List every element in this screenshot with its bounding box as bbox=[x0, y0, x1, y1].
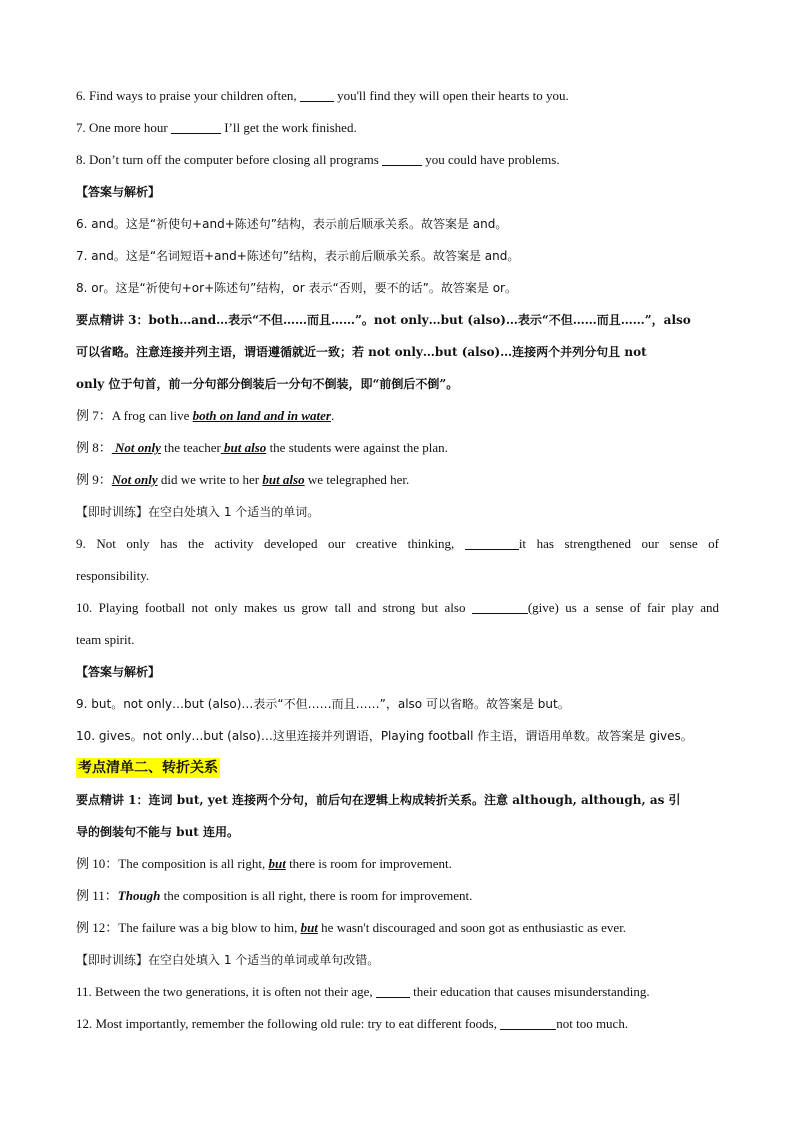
answer-7: 7. and。这是“名词短语+and+陈述句”结构，表示前后顺承关系。故答案是 and。 bbox=[76, 249, 520, 263]
answer-header: 【答案与解析】 bbox=[76, 185, 161, 199]
example-12: 例 12：The failure was a big blow to him, but he wasn't discouraged and soon got as enthusiastic as ever. bbox=[76, 920, 627, 935]
key-point-3-line-1: 要点精讲 3：both…and…表示“不但……而且……”。not only…but (also)…表示“不但……而且……”，also bbox=[76, 313, 691, 327]
question-6: 6. Find ways to praise your children often, you'll find they will open their hearts to you. bbox=[76, 88, 569, 103]
example-9: 例 9：Not only did we write to her but also we telegraphed her. bbox=[76, 472, 410, 487]
question-10-continued: team spirit. bbox=[76, 632, 135, 647]
answer-blank[interactable] bbox=[465, 537, 519, 550]
question-7: 7. One more hour I’ll get the work finished. bbox=[76, 120, 357, 135]
practice-header: 【即时训练】在空白处填入 1 个适当的单词。 bbox=[76, 505, 320, 519]
practice-header: 【即时训练】在空白处填入 1 个适当的单词或单句改错。 bbox=[76, 953, 380, 967]
example-11: 例 11：Though the composition is all right, there is room for improvement. bbox=[76, 888, 473, 903]
answer-blank[interactable] bbox=[382, 153, 422, 166]
key-point-1-line-1: 要点精讲 1：连词 but, yet 连接两个分句，前后句在逻辑上构成转折关系。注意 although, although, as 引 bbox=[76, 793, 681, 807]
answer-header: 【答案与解析】 bbox=[76, 665, 161, 679]
question-11: 11. Between the two generations, it is often not their age, their education that causes misunderstanding. bbox=[76, 984, 650, 999]
example-10: 例 10：The composition is all right, but there is room for improvement. bbox=[76, 856, 452, 871]
question-9: 9. Not only has the activity developed our creative thinking, it has strengthened our sense of bbox=[76, 536, 719, 551]
emphasis: but bbox=[300, 920, 318, 935]
example-7: 例 7：A frog can live both on land and in water. bbox=[76, 408, 335, 423]
emphasis: Not only bbox=[111, 440, 161, 455]
question-10: 10. Playing football not only makes us grow tall and strong but also (give) us a sense of fair play and bbox=[76, 600, 719, 615]
answer-6: 6. and。这是“祈使句+and+陈述句”结构，表示前后顺承关系。故答案是 and。 bbox=[76, 217, 508, 231]
answer-blank[interactable] bbox=[472, 601, 528, 614]
answer-blank[interactable] bbox=[500, 1017, 556, 1030]
key-point-1-line-2: 导的倒装句不能与 but 连用。 bbox=[76, 825, 240, 839]
question-8: 8. Don’t turn off the computer before closing all programs you could have problems. bbox=[76, 152, 560, 167]
answer-blank[interactable] bbox=[171, 121, 221, 134]
key-point-3-line-3: only 位于句首，前一分句部分倒装后一分句不倒装，即“前倒后不倒”。 bbox=[76, 377, 459, 391]
emphasis: both on land and in water bbox=[192, 408, 331, 423]
emphasis: but also bbox=[220, 440, 267, 455]
emphasis: Not only bbox=[111, 472, 158, 487]
key-point-3-line-2: 可以省略。注意连接并列主语，谓语遵循就近一致；若 not only…but (also)…连接两个并列分句且 not bbox=[76, 345, 647, 359]
emphasis: but bbox=[268, 856, 286, 871]
answer-10: 10. gives。not only…but (also)…这里连接并列谓语，Playing football 作主语，谓语用单数。故答案是 gives。 bbox=[76, 729, 693, 743]
emphasis: Though bbox=[117, 888, 161, 903]
answer-8: 8. or。这是“祈使句+or+陈述句”结构，or 表示“否则，要不的话”。故答案是 or。 bbox=[76, 281, 517, 295]
question-9-continued: responsibility. bbox=[76, 568, 150, 583]
answer-blank[interactable] bbox=[300, 89, 334, 102]
example-8: 例 8： Not only the teacher but also the students were against the plan. bbox=[76, 440, 448, 455]
answer-9: 9. but。not only…but (also)…表示“不但……而且……”，also 可以省略。故答案是 but。 bbox=[76, 697, 570, 711]
section-title: 考点清单二、转折关系 bbox=[78, 760, 218, 776]
question-12: 12. Most importantly, remember the following old rule: try to eat different foods, not too much. bbox=[76, 1016, 629, 1031]
emphasis: but also bbox=[262, 472, 305, 487]
answer-blank[interactable] bbox=[376, 985, 410, 998]
